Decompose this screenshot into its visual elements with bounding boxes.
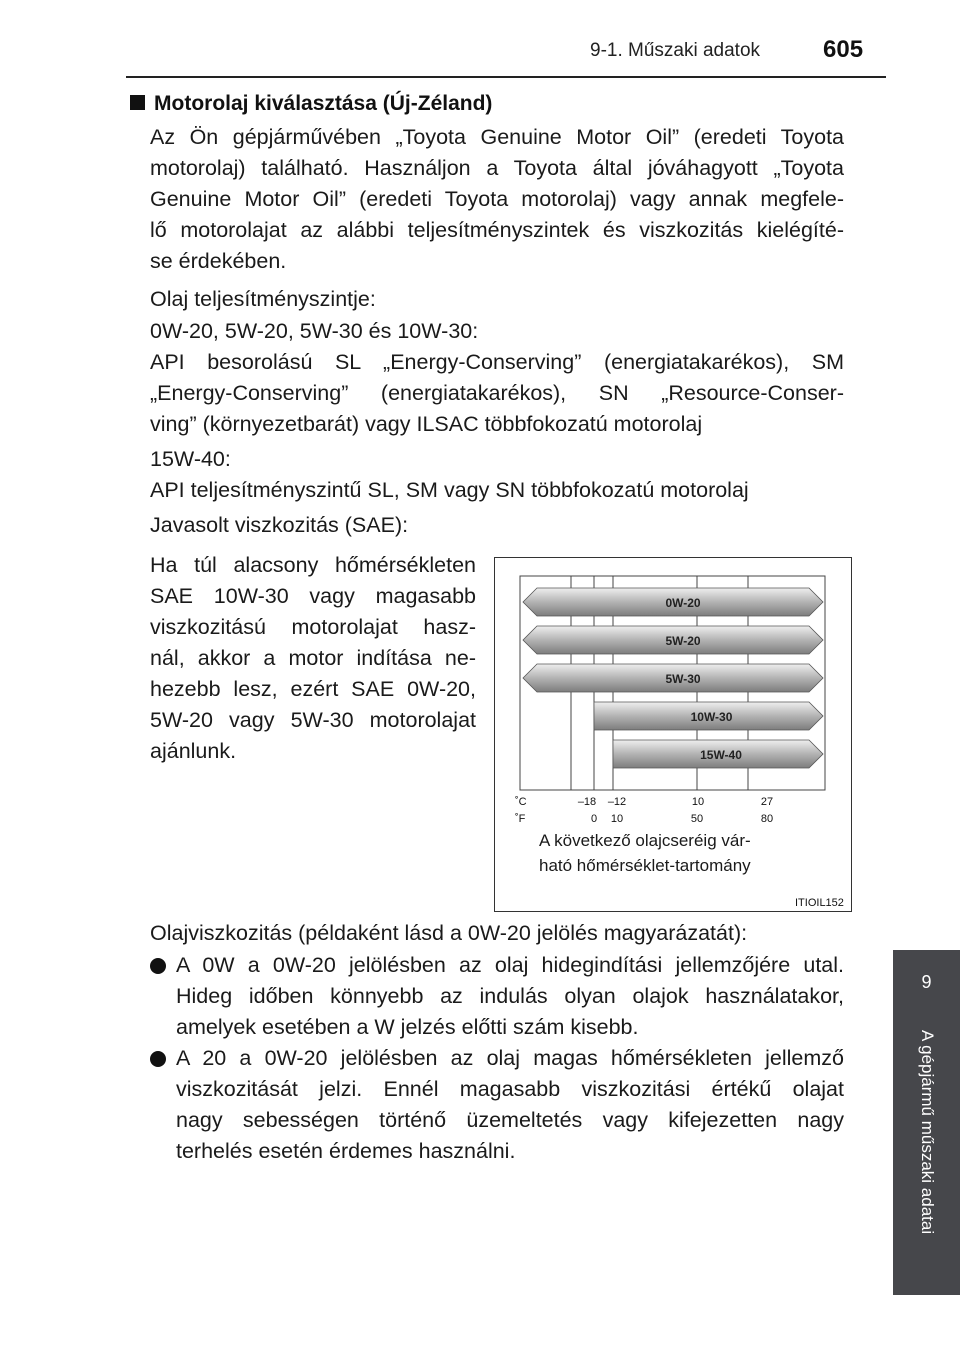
fahrenheit-unit-label: ˚F	[515, 813, 526, 825]
round-bullet-icon	[150, 958, 166, 974]
oil-level-label: Olaj teljesítményszintje:	[150, 287, 376, 311]
figure-caption	[539, 828, 819, 878]
grades-a-line: „Energy-Conserving” (energiatakarékos), SN „Resource-Conser-	[150, 381, 844, 405]
bullet-line: viszkozitását jelzi. Ennél magasabb viszkozitási értékű olajat	[176, 1077, 844, 1101]
bullet-line: A 0W a 0W-20 jelölésben az olaj hidegindítási jellemzőjére utal.	[176, 953, 844, 977]
bullet-item	[150, 1043, 844, 1171]
cold-note-line: SAE 10W-30 vagy magasabb	[150, 584, 476, 608]
cold-note-line: nál, akkor a motor indítása ne-	[150, 646, 476, 670]
fahrenheit-tick-label: 10	[610, 813, 624, 825]
celsius-tick-label: 27	[760, 796, 774, 808]
grades-a-line: ving” (környezetbarát) vagy ILSAC többfokozatú motorolaj	[150, 412, 703, 436]
bullet-line: nagy sebességen történő üzemeltetés vagy kifejezetten nagy	[176, 1108, 844, 1132]
viscosity-explain: Olajviszkozitás (példaként lásd a 0W-20 jelölés magyarázatát):	[150, 921, 748, 945]
viscosity-label: Javasolt viszkozitás (SAE):	[150, 513, 409, 537]
intro-line: lő motorolajat az alábbi teljesítményszintek és viszkozitás kielégíté-	[150, 218, 844, 242]
round-bullet-icon	[150, 1051, 166, 1067]
grades-b-text: API teljesítményszintű SL, SM vagy SN többfokozatú motorolaj	[150, 478, 749, 502]
celsius-unit-label: ˚C	[515, 796, 527, 808]
cold-note-line: 5W-20 vagy 5W-30 motorolajat	[150, 708, 476, 732]
intro-paragraph	[150, 122, 844, 277]
intro-line: Genuine Motor Oil” (eredeti Toyota motorolaj) vagy annak megfele-	[150, 187, 844, 211]
section-title-text: Motorolaj kiválasztása (Új-Zéland)	[154, 92, 493, 115]
chapter-side-tab	[893, 950, 960, 1295]
figure-caption-line: A következő olajcseréig vár-	[539, 831, 751, 850]
cold-note-line: hezebb lesz, ezért SAE 0W-20,	[150, 677, 476, 701]
fahrenheit-tick-label: 0	[590, 813, 598, 825]
header-section-title: 9-1. Műszaki adatok	[590, 40, 761, 61]
viscosity-temperature-chart	[494, 557, 852, 912]
chapter-number: 9	[921, 972, 932, 992]
chapter-title: A gépjármű műszaki adatai	[918, 1030, 937, 1235]
bullet-line: terhelés esetén érdemes használni.	[176, 1139, 516, 1163]
celsius-tick-label: –18	[577, 796, 597, 808]
grades-a-line: API besorolású SL „Energy-Conserving” (energiatakarékos), SM	[150, 350, 844, 374]
intro-line: motorolaj) található. Használjon a Toyota által jóváhagyott „Toyota	[150, 156, 844, 180]
fahrenheit-tick-label: 80	[760, 813, 774, 825]
cold-start-note	[150, 550, 476, 767]
page-number: 605	[823, 36, 864, 63]
cold-note-line: Ha túl alacsony hőmérsékleten	[150, 553, 476, 577]
cold-note-line: viszkozitású motorolajat hasz-	[150, 615, 476, 639]
bullet-text	[176, 950, 844, 1043]
bullet-text	[176, 1043, 844, 1167]
figure-caption-line: ható hőmérséklet-tartomány	[539, 856, 751, 875]
celsius-tick-label: –12	[607, 796, 627, 808]
viscosity-grade-label: 5W-20	[665, 634, 701, 648]
grades-a-block	[150, 316, 844, 440]
celsius-tick-label: 10	[691, 796, 705, 808]
grades-a-heading: 0W-20, 5W-20, 5W-30 és 10W-30:	[150, 319, 479, 343]
viscosity-grade-label: 10W-30	[690, 710, 733, 724]
viscosity-grade-label: 15W-40	[700, 748, 742, 762]
bullet-line: amelyek esetében a W jelzés előtti szám kisebb.	[176, 1015, 639, 1039]
bullet-line: A 20 a 0W-20 jelölésben az olaj magas hőmérsékleten jellemző	[176, 1046, 844, 1070]
viscosity-grade-label: 0W-20	[665, 596, 701, 610]
bullet-line: Hideg időben könnyebb az indulás olyan olajok használatakor,	[176, 984, 844, 1008]
bullet-item	[150, 950, 844, 1046]
figure-code: ITIOIL152	[795, 897, 844, 909]
fahrenheit-tick-label: 50	[690, 813, 704, 825]
cold-note-line: ajánlunk.	[150, 739, 237, 763]
intro-line: Az Ön gépjárművében „Toyota Genuine Motor Oil” (eredeti Toyota	[150, 125, 844, 149]
viscosity-grade-label: 5W-30	[665, 672, 701, 686]
square-bullet-icon	[130, 95, 145, 110]
section-title	[130, 92, 492, 116]
intro-line: se érdekében.	[150, 249, 287, 273]
grades-b-heading: 15W-40:	[150, 447, 231, 471]
header-rule	[126, 76, 886, 78]
grades-b-block	[150, 444, 844, 506]
